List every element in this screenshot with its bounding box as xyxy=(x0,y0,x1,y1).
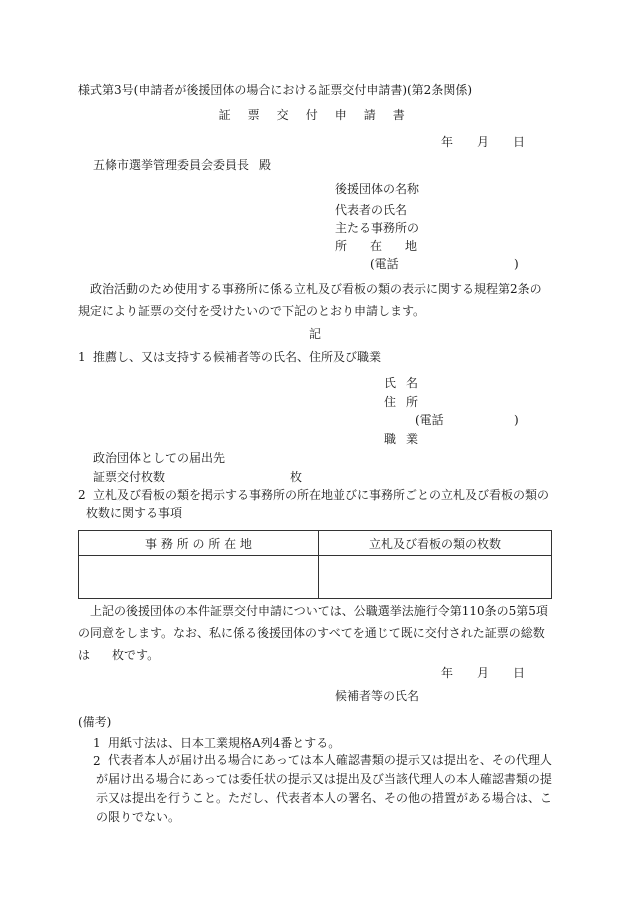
applicant-phone-close: ) xyxy=(514,257,519,271)
candidate-address-char1: 住 xyxy=(384,395,397,409)
date2-day: 日 xyxy=(513,666,526,680)
date2-month: 月 xyxy=(477,666,490,680)
office-label-line1: 主たる事務所の xyxy=(335,221,420,235)
candidate-occupation-char1: 職 xyxy=(384,432,397,446)
item1-number: 1 xyxy=(78,350,86,364)
date2-year: 年 xyxy=(441,666,454,680)
item2-text-line1: 立札及び看板の類を掲示する事務所の所在地並びに事務所ごとの立札及び看板の類の xyxy=(93,488,550,502)
consent-unit: 枚 xyxy=(112,648,125,662)
document-title-text: 証 票 交 付 申 請 書 xyxy=(218,108,412,122)
cert-count-unit: 枚 xyxy=(290,470,303,484)
ki-text: 記 xyxy=(308,327,321,341)
ki-heading xyxy=(0,328,630,340)
office-label-char3: 地 xyxy=(405,239,418,253)
item2-text-line2: 枚数に関する事項 xyxy=(86,506,183,520)
candidate-phone-close: ) xyxy=(514,413,519,427)
applicant-phone-open: (電話 xyxy=(370,257,399,271)
candidate-phone-open: (電話 xyxy=(415,413,444,427)
remarks-item2-text: 代表者本人が届け出る場合にあっては本人確認書類の提示又は提出を、その代理人が届け出る場合にあっては委任状の提示又は提出及び当該代理人の本人確認書類の提示又は提出を行うこと。ただし、代表者本人の署名、その他の措置がある場合は、この限りでない。 xyxy=(96,753,553,824)
date-day: 日 xyxy=(513,135,526,149)
remarks-item2-number: 2 xyxy=(93,754,101,768)
rep-name-label: 代表者の氏名 xyxy=(335,203,408,217)
item1-text: 推薦し、又は支持する候補者等の氏名、住所及び職業 xyxy=(93,350,382,364)
addressee-name: 五條市選挙管理委員会委員長 xyxy=(93,158,250,172)
table-header-row xyxy=(79,531,552,556)
remarks-item1-number: 1 xyxy=(93,736,101,750)
org-name-label: 後援団体の名称 xyxy=(335,182,420,196)
candidate-address-char2: 所 xyxy=(406,395,419,409)
date-month: 月 xyxy=(477,135,490,149)
intro-paragraph: 政治活動のため使用する事務所に係る立札及び看板の類の表示に関する規程第2条の規定により証票の交付を受けたいので下記のとおり申請します。 xyxy=(78,282,542,318)
candidate-name-char2: 名 xyxy=(406,376,419,390)
office-label-char1: 所 xyxy=(335,239,348,253)
consent-paragraph xyxy=(78,600,552,666)
date-year: 年 xyxy=(441,135,454,149)
table-header-count: 立札及び看板の類の枚数 xyxy=(319,531,552,556)
consent-text-end: です。 xyxy=(124,648,160,662)
consent-text: 上記の後援団体の本件証票交付申請については、公職選挙法施行令第110条の5第5項の同意をします。なお、私に係る後援団体のすべてを通じて既に交付された証票の総数は xyxy=(78,604,548,662)
addressee-honorific: 殿 xyxy=(259,158,272,172)
remarks-item1-text: 用紙寸法は、日本工業規格A列4番とする。 xyxy=(108,736,341,750)
table-row xyxy=(79,556,552,599)
table-cell-location[interactable] xyxy=(79,556,319,599)
item2-number: 2 xyxy=(78,488,86,502)
document-title xyxy=(0,109,630,121)
candidate-occupation-char2: 業 xyxy=(406,432,419,446)
notification-label: 政治団体としての届出先 xyxy=(93,451,226,465)
candidate-name-char1: 氏 xyxy=(384,376,397,390)
form-identifier: 様式第3号(申請者が後援団体の場合における証票交付申請書)(第2条関係) xyxy=(78,83,472,97)
cert-count-label: 証票交付枚数 xyxy=(93,470,166,484)
table-header-location: 事 務 所 の 所 在 地 xyxy=(79,531,319,556)
table-cell-count[interactable] xyxy=(319,556,552,599)
remarks-heading: (備考) xyxy=(78,715,112,729)
office-label-char2: 在 xyxy=(370,239,383,253)
candidate-signature-label: 候補者等の氏名 xyxy=(335,689,420,703)
office-table xyxy=(78,530,552,599)
